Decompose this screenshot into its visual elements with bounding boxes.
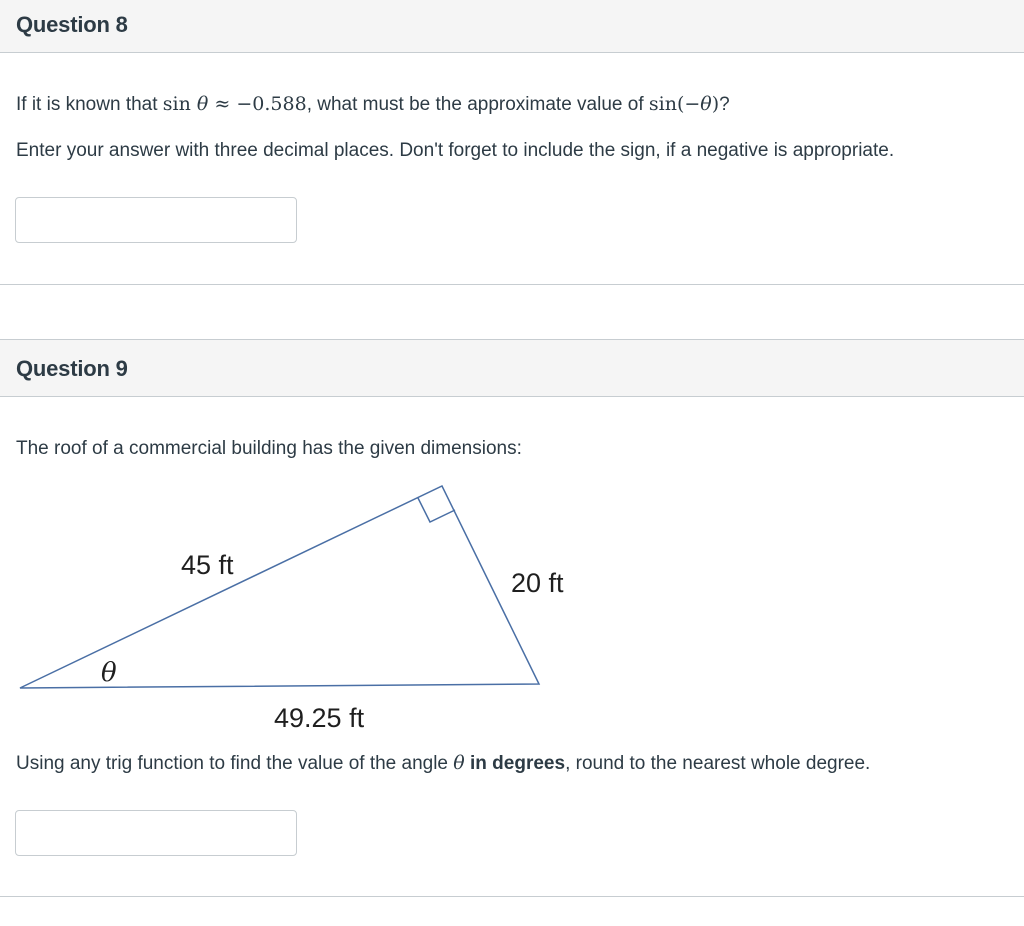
question-9-title: Question 9 <box>16 356 128 381</box>
question-8-instructions: Enter your answer with three decimal places. Don't forget to include the sign, if a negative is appropriate. <box>16 140 895 161</box>
question-8-title: Question 8 <box>16 12 128 37</box>
math-theta: θ <box>196 93 209 115</box>
math-theta: θ <box>453 752 465 774</box>
question-8-header <box>0 0 1024 53</box>
math-theta-2: θ <box>700 93 712 115</box>
math-sin: sin <box>162 93 191 115</box>
question-9-intro: The roof of a commercial building has the given dimensions: <box>16 438 522 459</box>
base-label: 49.25 ft <box>274 703 365 733</box>
roof-triangle-diagram <box>0 470 620 740</box>
math-close-paren: ) <box>711 93 720 115</box>
math-expression-2 <box>649 93 719 115</box>
math-approx-value: ≈ −0.588 <box>208 93 307 115</box>
angle-theta-label: θ <box>101 658 117 688</box>
question-9-header <box>0 339 1024 397</box>
triangle-shape <box>20 486 539 688</box>
question-9-divider <box>0 896 1024 897</box>
prompt-text: Using any trig function to find the value of the angle <box>16 753 454 774</box>
math-sin-2: sin <box>648 93 677 115</box>
prompt-text-middle: , what must be the approximate value of <box>306 94 649 115</box>
question-8-divider <box>0 284 1024 285</box>
math-open-paren: (− <box>676 93 701 115</box>
question-9-prompt <box>16 752 870 775</box>
hypotenuse-label: 45 ft <box>181 550 234 580</box>
prompt-bold-text: in degrees <box>464 753 566 774</box>
question-8-answer-input[interactable] <box>15 197 297 243</box>
prompt-end: ? <box>719 94 730 115</box>
prompt-text-end: , round to the nearest whole degree. <box>565 753 871 774</box>
prompt-text: If it is known that <box>16 94 163 115</box>
math-expression <box>163 93 307 115</box>
side-label: 20 ft <box>511 568 564 598</box>
question-8-prompt <box>16 93 730 116</box>
question-9-answer-input[interactable] <box>15 810 297 856</box>
